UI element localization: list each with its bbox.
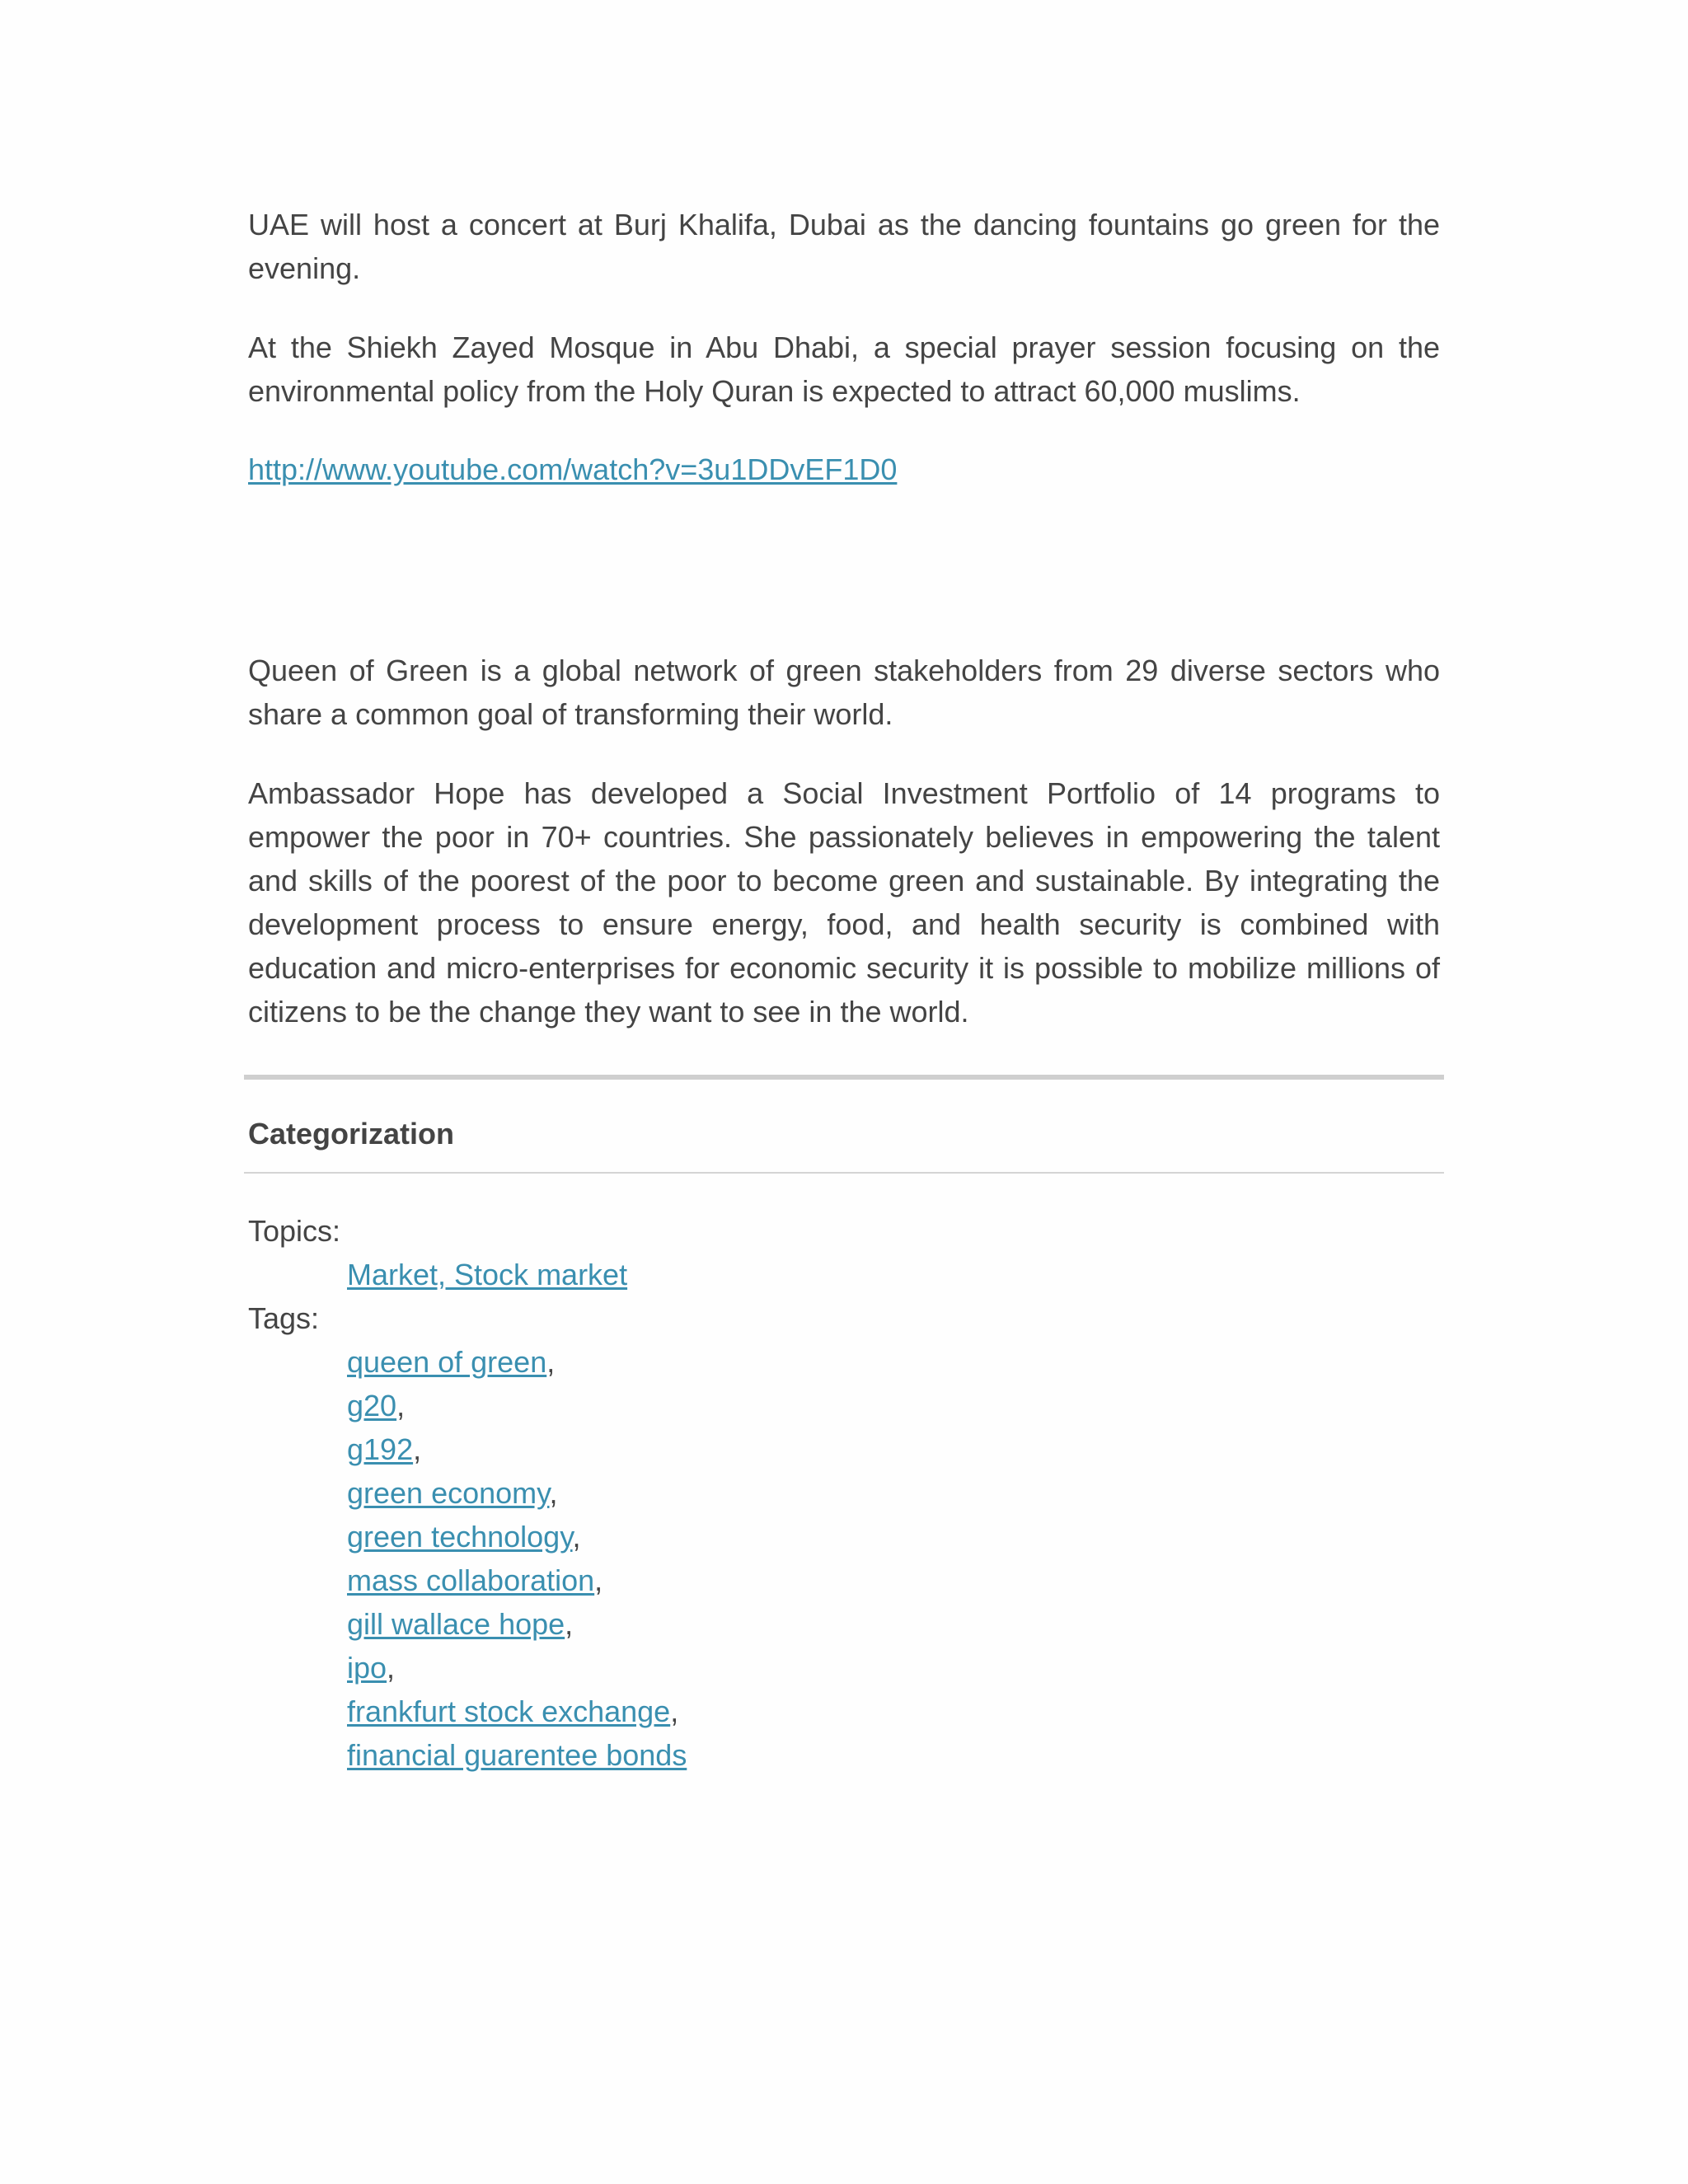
tag-separator: , [546,1345,556,1379]
tag-separator: , [594,1563,603,1597]
tag-separator: , [396,1389,406,1422]
topics-label: Topics: [248,1214,341,1248]
tag-separator: , [572,1520,581,1554]
tag-link[interactable]: green economy [347,1476,550,1510]
heading-underline [244,1172,1444,1174]
tag-separator: , [387,1651,396,1685]
tag-link[interactable]: frankfurt stock exchange [347,1694,671,1728]
tag-link[interactable]: g192 [347,1432,414,1466]
tag-item [347,1515,581,1558]
tag-separator: , [549,1476,558,1510]
tag-link[interactable]: mass collaboration [347,1563,595,1597]
tag-item [347,1427,421,1471]
paragraph-youtube-link [248,448,1440,491]
tag-link[interactable]: gill wallace hope [347,1607,565,1641]
paragraph-uae-concert: UAE will host a concert at Burj Khalifa, Dubai as the dancing fountains go green for the evening. [248,208,1440,285]
youtube-link[interactable]: http://www.youtube.com/watch?v=3u1DDvEF1D0 [248,452,898,486]
tag-link[interactable]: green technology [347,1520,573,1554]
tag-link[interactable]: queen of green [347,1345,547,1379]
tag-item [347,1690,678,1733]
categorization-heading: Categorization [248,1117,455,1151]
tag-item [347,1340,555,1384]
tag-link[interactable]: g20 [347,1389,397,1422]
tag-item [347,1646,395,1690]
tag-link[interactable]: ipo [347,1651,387,1685]
section-divider [244,1075,1444,1080]
tag-item [347,1471,558,1515]
topic-link[interactable]: Market, Stock market [347,1258,628,1291]
paragraph-queen-of-green: Queen of Green is a global network of green stakeholders from 29 diverse sectors who share a common goal of transforming their world. [248,654,1440,731]
tag-separator: , [670,1694,679,1728]
tag-separator: , [413,1432,422,1466]
tag-item [347,1384,405,1427]
tag-separator: , [565,1607,574,1641]
tag-item [347,1602,573,1646]
tag-item [347,1558,603,1602]
paragraph-ambassador-hope: Ambassador Hope has developed a Social Investment Portfolio of 14 programs to empower the poor in 70+ countries. She passionately believes in empowering the talent and skills of the poorest of the poor to become green and sustainable. By integrating the development process to ensure energy, food, and health security is combined with education and micro-enterprises for economic security it is possible to mobilize millions of citizens to be the change they want to see in the world. [248,776,1440,1029]
tag-link[interactable]: financial guarentee bonds [347,1738,687,1772]
paragraph-zayed-mosque: At the Shiekh Zayed Mosque in Abu Dhabi, a special prayer session focusing on the environmental policy from the Holy Quran is expected to attract 60,000 muslims. [248,330,1440,408]
topics-value-line [347,1253,627,1296]
tag-item [347,1733,687,1777]
tags-label: Tags: [248,1301,320,1335]
